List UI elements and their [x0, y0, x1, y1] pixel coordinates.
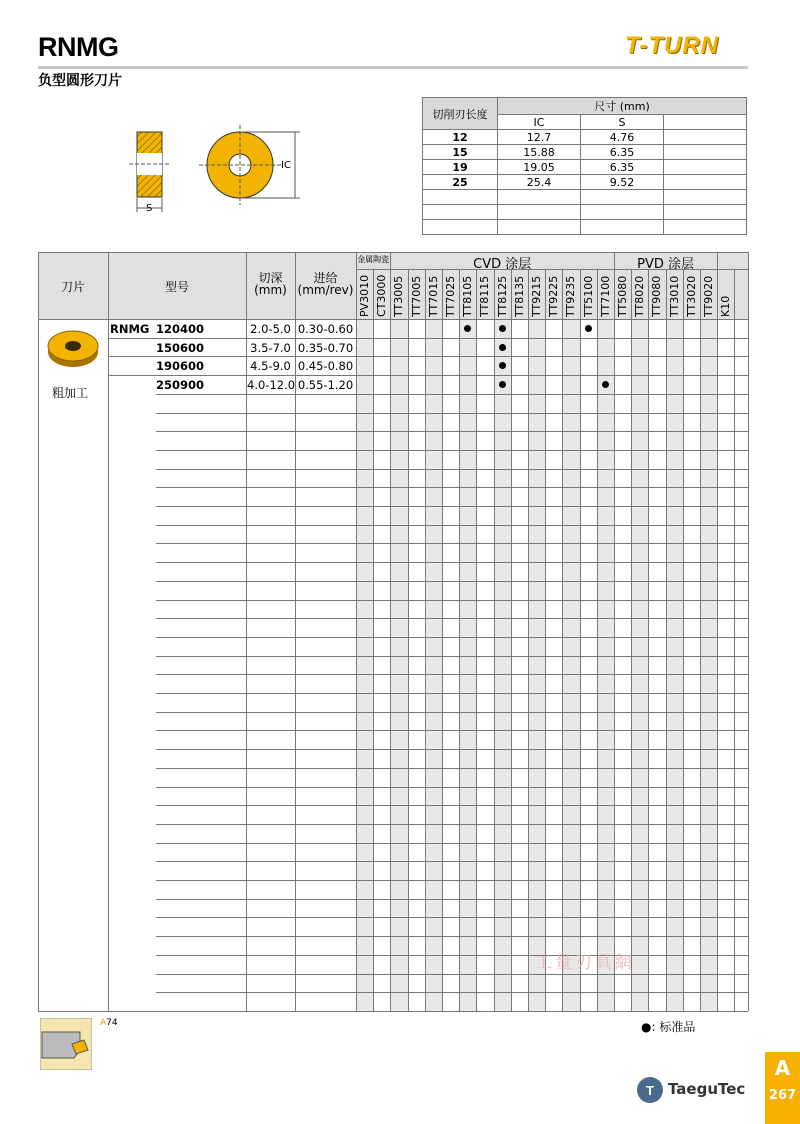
header-bottom-border: [38, 319, 748, 320]
grade-label: TT8105: [461, 275, 475, 317]
depth-cell: 3.5-7.0: [250, 340, 291, 355]
row-line: [156, 656, 748, 657]
feed-cell: 0.55-1.20: [297, 378, 354, 393]
grade-label: TT3010: [667, 275, 681, 317]
company-logo-icon: [635, 1075, 665, 1105]
col-header-depth: 切深 (mm): [254, 271, 287, 297]
grade-label: TT8125: [495, 275, 509, 317]
row-line: [156, 506, 748, 507]
standard-mark-dot: [499, 325, 506, 332]
row-line: [156, 450, 748, 451]
row-line: [156, 749, 748, 750]
insert-application: 粗加工: [52, 386, 89, 400]
grade-line: [700, 269, 701, 1011]
row-line: [108, 356, 748, 357]
grade-label: TT7025: [444, 275, 457, 317]
grade-line: [373, 269, 374, 1011]
row-line: [156, 992, 748, 993]
col-header-feed: 进给 (mm/rev): [297, 271, 354, 297]
col-header-model: 型号: [164, 280, 189, 294]
grade-label: TT3005: [392, 275, 406, 317]
row-line: [156, 787, 748, 788]
row-line: [156, 768, 748, 769]
grade-label: TT5100: [581, 275, 595, 317]
grade-label: TT7100: [598, 275, 612, 317]
grade-line: [631, 269, 632, 1011]
dim-cell: 19: [423, 160, 498, 175]
dim-cell: 12.7: [498, 130, 581, 145]
row-line: [156, 974, 748, 975]
group-header-cermet: 金属陶瓷: [357, 255, 390, 264]
watermark: 工量刃具網: [535, 953, 635, 973]
grade-label: K10: [719, 295, 733, 317]
row-line: [156, 861, 748, 862]
grade-label: TT8135: [512, 275, 526, 317]
feed-cell: 0.45-0.80: [297, 359, 354, 374]
grade-column-shade: [631, 319, 648, 1011]
row-line: [156, 487, 748, 488]
row-line: [156, 936, 748, 937]
page-reference: A74: [100, 1018, 118, 1028]
grade-column-shade: [666, 319, 683, 1011]
page-title: RNMG: [38, 32, 119, 62]
s-label: S: [146, 203, 153, 214]
grade-line: [511, 269, 512, 1011]
row-line: [156, 805, 748, 806]
row-line: [156, 712, 748, 713]
grade-line: [597, 269, 598, 1011]
dim-cell: 15: [423, 145, 498, 160]
grade-column-shade: [494, 319, 511, 1011]
grade-column-shade: [562, 319, 579, 1011]
standard-mark-dot: [499, 362, 506, 369]
dim-cell: 25: [423, 175, 498, 190]
grade-line: [683, 269, 684, 1011]
row-line: [108, 375, 748, 376]
grade-line: [528, 269, 529, 1011]
dim-header-size: 尺寸 (mm): [498, 98, 747, 115]
row-line: [156, 843, 748, 844]
column-line: [356, 252, 357, 1011]
row-line: [156, 525, 748, 526]
dim-header-length: 切削刃长度: [423, 98, 498, 130]
row-line: [156, 600, 748, 601]
row-line: [156, 693, 748, 694]
grade-line: [562, 269, 563, 1011]
grade-label: TT9080: [650, 275, 664, 317]
grade-label: TT3020: [684, 275, 698, 317]
grade-line: [425, 269, 426, 1011]
row-line: [156, 413, 748, 414]
grade-label: CT3000: [375, 274, 389, 317]
standard-mark-dot: [499, 344, 506, 351]
row-line: [156, 618, 748, 619]
dim-col-ic: IC: [498, 115, 581, 130]
row-line: [156, 543, 748, 544]
dim-cell: 19.05: [498, 160, 581, 175]
group-header-pvd: PVD 涂层: [637, 257, 695, 272]
legend: ●: 标准品: [641, 1020, 696, 1034]
grade-label: TT8020: [633, 275, 647, 317]
grade-label: TT5080: [616, 275, 629, 317]
grade-line: [442, 269, 443, 1011]
row-line: [108, 338, 748, 339]
grade-line: [494, 269, 495, 1011]
grade-line: [390, 252, 391, 1011]
feed-cell: 0.35-0.70: [297, 340, 354, 355]
grade-line: [666, 269, 667, 1011]
row-line: [156, 899, 748, 900]
depth-cell: 2.0-5.0: [250, 322, 291, 336]
column-line: [108, 252, 109, 1011]
grade-line: [459, 269, 460, 1011]
standard-mark-dot: [585, 325, 592, 332]
grade-label: TT8115: [478, 275, 492, 317]
grade-column-shade: [390, 319, 407, 1011]
model-cell: 120400: [156, 322, 205, 336]
svg-text:T: T: [646, 1083, 654, 1098]
grade-line: [580, 269, 581, 1011]
company-name: TaeguTec: [668, 1080, 746, 1098]
dim-cell: 6.35: [581, 160, 664, 175]
turning-icon: [40, 1018, 92, 1070]
row-line: [156, 637, 748, 638]
dimension-table: [422, 97, 747, 235]
row-line: [156, 562, 748, 563]
insert-photo: [46, 322, 100, 370]
grade-line: [476, 269, 477, 1011]
grade-line: [717, 252, 718, 1011]
grade-label: TT9225: [547, 275, 561, 317]
grade-line: [614, 252, 615, 1011]
grade-label: PV3010: [358, 274, 371, 317]
grade-column-shade: [356, 319, 373, 1011]
grade-line: [545, 269, 546, 1011]
grade-label: TT9215: [530, 275, 543, 317]
column-line: [38, 252, 39, 1011]
grade-line: [408, 269, 409, 1011]
section-tab: A 267: [765, 1052, 800, 1124]
dim-cell: 6.35: [581, 145, 664, 160]
brand-logo: T-TURN: [625, 32, 719, 59]
feed-cell: 0.30-0.60: [297, 322, 354, 336]
grade-line: [734, 269, 735, 1011]
model-cell: 250900: [156, 378, 205, 393]
row-line: [156, 730, 748, 731]
table-right-border: [748, 252, 749, 1011]
row-line: [156, 880, 748, 881]
standard-mark-dot: [499, 381, 506, 388]
grade-column-shade: [528, 319, 545, 1011]
depth-cell: 4.0-12.0: [247, 378, 296, 393]
grade-label: TT9020: [702, 275, 715, 317]
dim-cell: 9.52: [581, 175, 664, 190]
grade-label: TT7005: [409, 275, 423, 317]
grade-column-shade: [459, 319, 476, 1011]
dim-cell: 25.4: [498, 175, 581, 190]
grade-label: TT9235: [564, 275, 578, 317]
page-subtitle: 负型圆形刀片: [38, 73, 122, 89]
model-cell: 190600: [156, 359, 205, 374]
grade-column-shade: [425, 319, 442, 1011]
grade-line: [648, 269, 649, 1011]
table-bottom-border: [38, 1011, 748, 1012]
dim-cell: 12: [423, 130, 498, 145]
grade-column-shade: [700, 319, 717, 1011]
row-line: [156, 674, 748, 675]
row-line: [156, 394, 748, 395]
model-cell: 150600: [156, 340, 205, 355]
series-label: RNMG: [110, 322, 150, 336]
group-header-cvd: CVD 涂层: [473, 257, 532, 272]
standard-mark-dot: [602, 381, 609, 388]
depth-cell: 4.5-9.0: [250, 359, 291, 374]
row-line: [156, 917, 748, 918]
dim-cell: 15.88: [498, 145, 581, 160]
grade-column-shade: [597, 319, 614, 1011]
grade-label: TT7015: [426, 275, 440, 317]
col-header-insert: 刀片: [60, 280, 85, 294]
row-line: [156, 955, 748, 956]
dim-col-s: S: [581, 115, 664, 130]
row-line: [156, 469, 748, 470]
ic-label: IC: [281, 160, 291, 171]
dim-cell: 4.76: [581, 130, 664, 145]
grade-table: [38, 252, 748, 1010]
row-line: [156, 431, 748, 432]
title-rule: [38, 66, 748, 69]
row-line: [156, 824, 748, 825]
row-line: [156, 581, 748, 582]
